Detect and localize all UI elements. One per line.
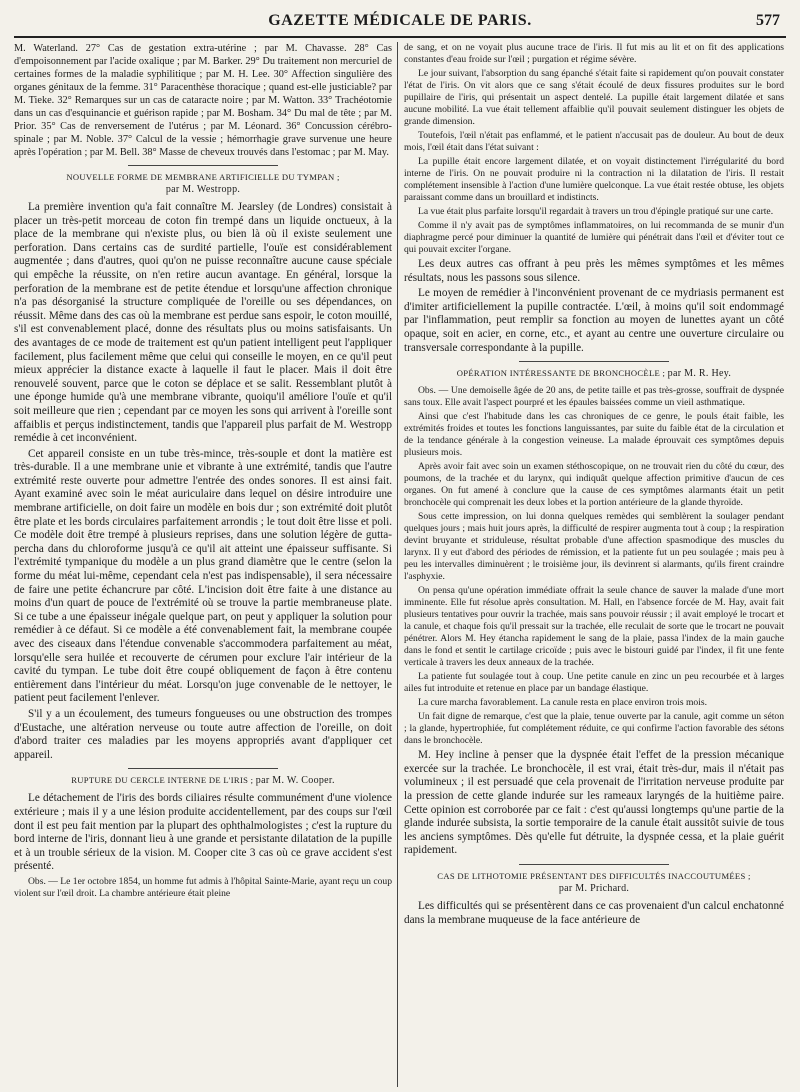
- paragraph: La pupille était encore largement dilatée, et on voyait distinctement l'irrégularité du bord interne de l'iris. On ne pouvait produire ni la contraction ni la dilatation de l'iris. Il restait complétement insensible à l'action d'une lumière quelconque. La vue était restée obtuse, les objets paraissant comme dans un brouillard et indistincts.: [404, 156, 784, 203]
- section-title: NOUVELLE FORME DE MEMBRANE ARTIFICIELLE DU TYMPAN ;: [66, 172, 340, 182]
- section-rule: [128, 768, 278, 769]
- left-column: [14, 42, 392, 1087]
- paragraph: Ainsi que c'est l'habitude dans les cas chroniques de ce genre, le pouls était faible, les extrémités froides et toutes les fonctions languissantes, par suite du faible état de la circulation et de la tendance générale à la congestion veineuse. La malade éprouvait ces symptômes depuis plusieurs mois.: [404, 411, 784, 459]
- paragraph: Cet appareil consiste en un tube très-mince, très-souple et dont la matière est très-durable. Il a une membrane unie et vibrante à une extrémité, tandis que l'autre extrémité reste ouverte pour admettre l'entrée des ondes sonores. Il est ainsi fait. Ayant examiné avec soin le méat auriculaire dans lequel on désire introduire une membrane artificielle, on doit faire un modèle en bois dur ; son extrémité doit plutôt être plate et les bords circulaires parfaitement arrondis ; le tout doit être lisse et poli. Ce modèle doit être trempé à plusieurs reprises, dans une solution légère de gutta-percha dans du chloroforme jusqu'à ce qu'il ait atteint une épaisseur suffisante. Si l'extrémité tympanique du modèle a un plus grand diamètre que le centre (selon la forme du méat lui-même, cependant cela n'est pas indispensable), il sera nécessaire de faire une petite échancrure par côté. L'incision doit être faite à une distance au moins d'un quart de pouce de l'extrémité où se trouve la partie membraneuse plate. Si ce tube a une épaisseur inégale quelque part, on peut y appliquer la solution pour remédier à ce défaut. Si ce modèle a été convenablement fait, la membrane coupée avec des ciseaux dans l'étendue convenable s'accommodera parfaitement au méat, lorsqu'elle sera huilée et recouverte de cérumen pour exclure l'air intérieur de la cavité du tympan. Le tube doit être coupé obliquement de façon à être contenu entièrement dans l'intérieur du méat. Lorsqu'on juge convenable de le nettoyer, le patient peut facilement l'enlever.: [14, 447, 392, 705]
- column-divider: [397, 42, 398, 1087]
- observation: Obs. — Le 1er octobre 1854, un homme fut admis à l'hôpital Sainte-Marie, ayant reçu un coup violent sur l'œil droit. La chambre antérieure était pleine: [14, 875, 392, 899]
- section-rule: [519, 864, 669, 865]
- paragraph: Le moyen de remédier à l'inconvénient provenant de ce mydriasis permanent est d'imiter artificiellement la pupille contractée. L'œil, à moins qu'il soit endommagé par l'inflammation, peut remplir sa fonction au moyen de lunettes ayant un côté opaque, soit en acier, en corne, etc., et ayant au centre une ouverture circulaire ou transversale correspondante à la pupille.: [404, 287, 784, 354]
- paragraph: Un fait digne de remarque, c'est que la plaie, tenue ouverte par la canule, agit comme un séton ; la glande, hypertrophiée, fut complétement réduite, ce qui confirme l'action favorable des sétons dans le bronchocèle.: [404, 711, 784, 747]
- contents-list: M. Waterland. 27° Cas de gestation extra-utérine ; par M. Chavasse. 28° Cas d'empoisonnement par l'acide oxalique ; par M. Barker. 29° Du traitement non mercuriel de certaines formes de la maladie syphilitique ; par M. H. Lee. 30° Affection singulière des organes génitaux de la femme. 31° Paracenthèse thoracique ; quand est-elle justiciable? par M. Tieke. 32° Remarques sur un cas de cataracte noire ; par M. Watton. 33° Trachéotomie dans un cas d'esquinancie et guérison rapide ; par M. Bosham. 34° Du mal de tête ; par M. Prior. 35° Cas de renversement de l'utérus ; par M. Léonard. 36° Concussion cérébro-spinale ; par M. Noble. 37° Calcul de la vessie ; hémorrhagie grave survenue une heure après l'opération ; par M. Bell. 38° Masse de cheveux trouvés dans l'estomac ; par M. May.: [14, 43, 392, 158]
- section-author: par M. Prichard.: [558, 882, 630, 894]
- section-heading-tympan: [14, 171, 392, 196]
- paragraph: Sous cette impression, on lui donna quelques remèdes qui semblèrent la soulager pendant quelques jours ; mais huit jours après, la difficulté de respirer augmenta tout à coup ; la respiration devint bruyante et striduleuse, résultat probable d'une affection spasmodique des muscles du larynx. Il y eut d'abord des périodes de rémission, et la patiente fut un peu soulagée ; mais peu à peu les intervalles diminuèrent ; le troisième jour, ils devinrent si alarmants, qu'ils firent craindre l'asphyxie.: [404, 511, 784, 583]
- paragraph: Les deux autres cas offrant à peu près les mêmes symptômes et les mêmes résultats, nous les passons sous silence.: [404, 258, 784, 284]
- journal-title: GAZETTE MÉDICALE DE PARIS.: [268, 12, 532, 29]
- section-author: par M. Westropp.: [165, 184, 241, 195]
- paragraph: On pensa qu'une opération immédiate offrait la seule chance de sauver la malade d'une mort imminente. Elle fut résolue après consultation. M. Hall, en l'absence forcée de M. Hay, avait fait plusieurs tentatives pour ouvrir la trachée, mais sans pouvoir réussir ; il avait employé le trocart et la canule, et chaque fois qu'il pressait sur la trachée, elle reculait de sorte que le trocart ne pouvait pénétrer. Alors M. Hey étancha rapidement le sang de la plaie, passa l'index de la main gauche dans le fond et sentit le cartilage cricoïde ; puis avec le bistouri guidé par l'index, il fit une fente verticale à travers les deux anneaux de la trachée.: [404, 585, 784, 669]
- paragraph: Le détachement de l'iris des bords ciliaires résulte communément d'une violence extérieure ; mais il y a une lésion produite accidentellement, par des coups sur l'œil dont il est peu fait mention par la plupart des ophthalmologistes ; c'est la rupture du bord interne de l'iris, donnant lieu à une grande et persistante dilatation de la pupille et à un trouble sérieux de la vision. M. Cooper cite 3 cas où ce grave accident s'est présenté.: [14, 792, 392, 873]
- paragraph: M. Hey incline à penser que la dyspnée était l'effet de la pression mécanique exercée sur la trachée. Le bronchocèle, il est vrai, était très-dur, mais il n'était pas volumineux ; il est persuadé que cela provenait de l'irritation nerveuse produite par la pression de cette glande indurée sur les rameaux laryngés de la huitième paire. Cette opinion est corroborée par ce fait : c'est qu'aussi longtemps qu'une partie de la glande indurée subsista, la sortie temporaire de la canule était aussitôt suivie de tous les anciens symptômes. Dès qu'elle fut détruite, la dyspnée cessa, et la plaie guérit rapidement.: [404, 749, 784, 857]
- section-heading-iris: [14, 774, 392, 787]
- paragraph: S'il y a un écoulement, des tumeurs fongueuses ou une obstruction des trompes d'Eustache, une altération nerveuse ou toute autre affection de l'oreille, on doit d'abord traiter ces maladies par les moyens appropriés avant d'appliquer cet appareil.: [14, 707, 392, 761]
- section-rule: [519, 361, 669, 362]
- paragraph: La patiente fut soulagée tout à coup. Une petite canule en zinc un peu recourbée et à larges ailes fut introduite et retenue en place par un bandage élastique.: [404, 671, 784, 695]
- section-author: par M. W. Cooper.: [255, 775, 335, 787]
- right-column: [404, 42, 784, 1087]
- section-heading-bronchocele: [404, 367, 784, 380]
- section-title: OPÉRATION INTÉRESSANTE DE BRONCHOCÈLE ;: [456, 368, 666, 379]
- paragraph: La première invention qu'a fait connaître M. Jearsley (de Londres) consistait à placer un très-petit morceau de coton fin trempé dans un liquide onctueux, à la place de la membrane qui n'existe plus, ou bien là où il existe seulement une perforation. Dans certains cas de surdité partielle, l'ouïe est considérablement augmentée ; dans d'autres, quoi qu'on ne puisse reconnaître aucune cause spéciale qui empêche la réussite, on n'en retire aucun avantage. En général, lorsque la perforation de la membrane est de petite étendue et lorsqu'une affection chronique n'a pas désorganisé la structure compliquée de l'oreille ou ses dépendances, on réussit. Même dans des cas où la membrane est perdue sans espoir, le coton mouillé, s'il est convenablement placé, donne des résultats plus ou moins satisfaisants. Un des avantages de ce mode de traitement est qu'un patient intelligent peut l'appliquer facilement, plus facilement même que celui qui conseille le moyen, en ce qu'il peut mieux apprécier la distance exacte à laquelle il faut le placer. Mais il doit être renouvelé souvent, parce que le coton se déplace et se salit. Ressemblant plutôt à une éponge humide qu'à une membrane vibrante, quoiqu'il améliore l'ouïe et qu'il soit meilleure que rien ; cependant par ce moyen les sons qui arrivent à l'oreille sont affaiblis et perçus indistinctement, tandis que l'appareil plus parfait de M. Westropp remédie à cet inconvénient.: [14, 201, 392, 445]
- paragraph: Après avoir fait avec soin un examen stéthoscopique, on ne trouvait rien du côté du cœur, des poumons, de la trachée et du larynx, qui indiquât quelque affection primitive d'aucun de ces organes. On fut amené à conclure que la cause de ces symptômes alarmants était un petit bronchocèle qui comprenait les deux lobes et la portion antérieure de la glande thyroïde.: [404, 461, 784, 509]
- page-number: 577: [756, 12, 780, 29]
- paragraph: La vue était plus parfaite lorsqu'il regardait à travers un trou d'épingle pratiqué sur une carte.: [418, 206, 774, 217]
- section-author: par M. R. Hey.: [667, 368, 732, 380]
- section-title: CAS DE LITHOTOMIE PRÉSENTANT DES DIFFICULTÉS INACCOUTUMÉES ;: [437, 870, 751, 881]
- paragraph: La cure marcha favorablement. La canule resta en place environ trois mois.: [418, 697, 708, 709]
- observation: Obs. — Une demoiselle âgée de 20 ans, de petite taille et pas très-grosse, souffrait de dyspnée sans toux. Elle avait l'aspect pourpré et les épaules baissées comme un vieil asthmatique.: [404, 385, 784, 409]
- section-title: RUPTURE DU CERCLE INTERNE DE L'IRIS ;: [71, 775, 254, 786]
- paragraph: Les difficultés qui se présentèrent dans ce cas provenaient d'un calcul enchatonné dans la membrane muqueuse de la face antérieure de: [404, 899, 784, 926]
- paragraph: Comme il n'y avait pas de symptômes inflammatoires, on lui recommanda de se munir d'un diaphragme percé pour diminuer la quantité de lumière qui pénétrait dans l'œil et d'éviter tout ce qui pouvait exciter l'organe.: [404, 220, 784, 255]
- section-heading-lithotomie: [404, 870, 784, 895]
- section-rule: [128, 165, 278, 166]
- paragraph: de sang, et on ne voyait plus aucune trace de l'iris. Il fut mis au lit et on fit des applications constantes d'eau froide sur l'œil ; purgation et régime sévère.: [404, 42, 784, 65]
- paragraph: Le jour suivant, l'absorption du sang épanché s'était faite si rapidement qu'on pouvait constater l'état de l'iris. On vit alors que ce sang s'était écoulé de deux fissures produites sur le bord pupillaire de l'iris, qui présentait un aspect dentelé. La pupille était largement dilatée et sans aucune mobilité. La vue était tellement affaiblie qu'il pouvait seulement distinguer les objets de grande dimension.: [404, 68, 784, 127]
- paragraph: Toutefois, l'œil n'était pas enflammé, et le patient n'accusait pas de douleur. Au bout de deux mois, l'œil était dans l'état suivant :: [404, 130, 784, 153]
- page-header: [14, 10, 786, 38]
